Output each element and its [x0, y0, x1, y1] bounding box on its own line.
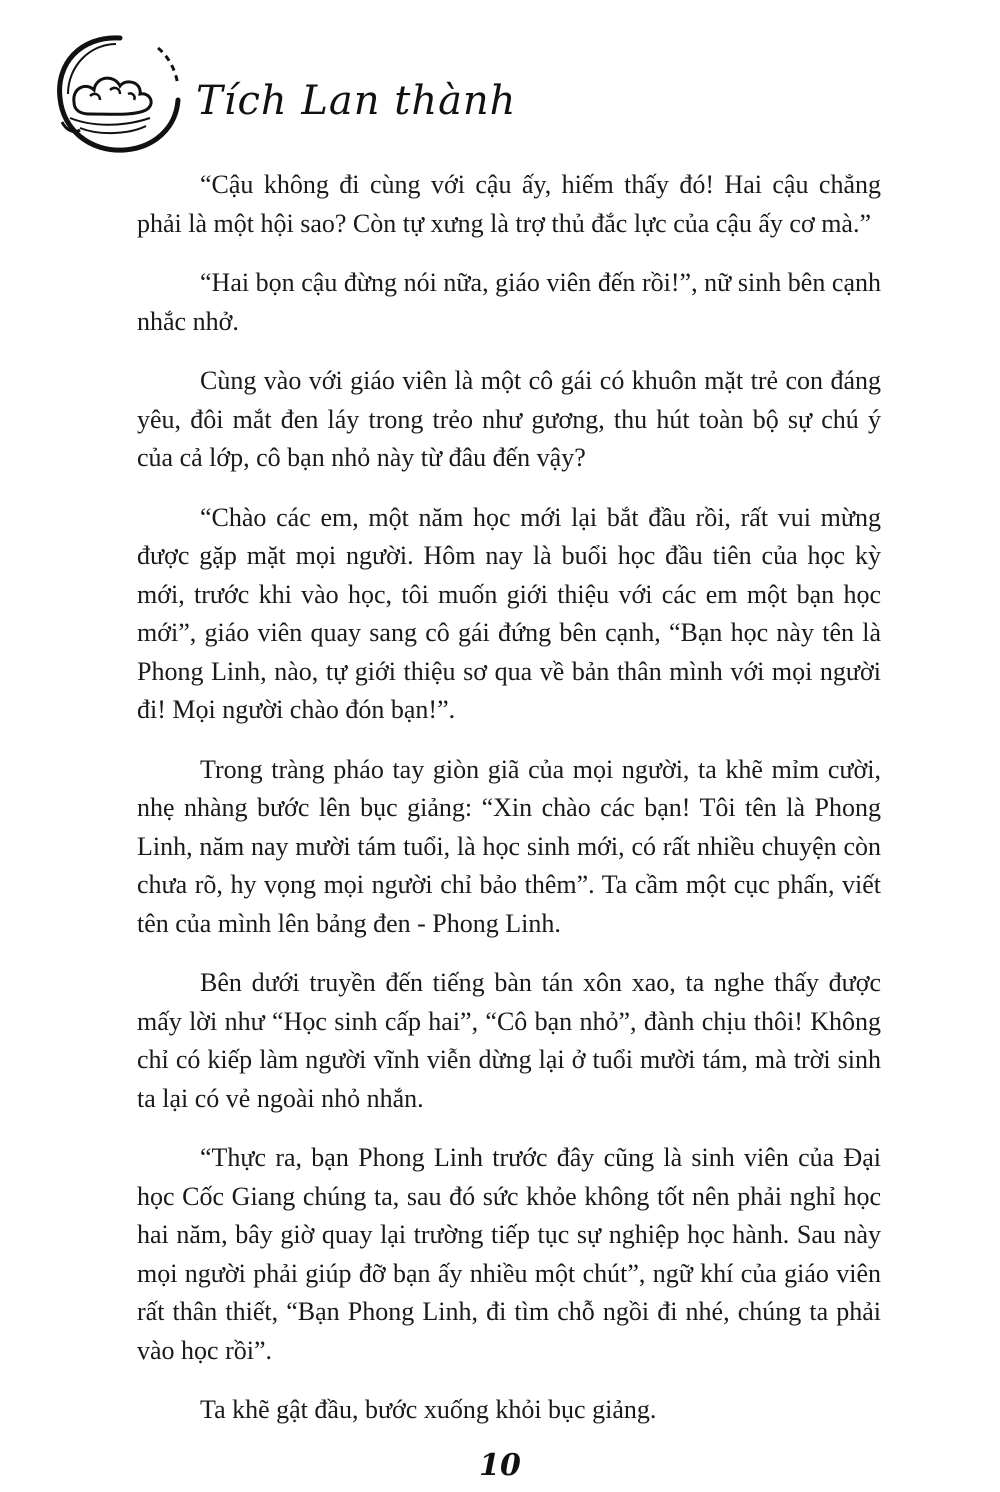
paragraph-6: Bên dưới truyền đến tiếng bàn tán xôn xao, ta nghe thấy được mấy lời như “Học sinh cấp hai”, “Cô bạn nhỏ”, đành chịu thôi! Không chỉ có kiếp làm người vĩnh viễn dừng lại ở tuổi mười tám, mà trời sinh ta lại có vẻ ngoài nhỏ nhắn.	[137, 968, 881, 1113]
paragraph-1: “Cậu không đi cùng với cậu ấy, hiếm thấy đó! Hai cậu chẳng phải là một hội sao? Còn tự xưng là trợ thủ đắc lực của cậu ấy cơ mà.”	[137, 170, 881, 238]
page-body	[137, 166, 881, 1451]
page-number: 10	[479, 1448, 521, 1483]
ink-cloud-circle-icon	[50, 30, 190, 160]
running-header-title: Tích Lan thành	[196, 78, 517, 124]
paragraph-7: “Thực ra, bạn Phong Linh trước đây cũng là sinh viên của Đại học Cốc Giang chúng ta, sau đó sức khỏe không tốt nên phải nghỉ học hai năm, bây giờ quay lại trường tiếp tục sự nghiệp học hành. Sau này mọi người phải giúp đỡ bạn ấy nhiều một chút”, ngữ khí của giáo viên rất thân thiết, “Bạn Phong Linh, đi tìm chỗ ngồi đi nhé, chúng ta phải vào học rồi”.	[137, 1143, 881, 1365]
paragraph-5: Trong tràng pháo tay giòn giã của mọi người, ta khẽ mỉm cười, nhẹ nhàng bước lên bục giảng: “Xin chào các bạn! Tôi tên là Phong Linh, năm nay mười tám tuổi, là học sinh mới, có rất nhiều chuyện còn chưa rõ, hy vọng mọi người chỉ bảo thêm”. Ta cầm một cục phấn, viết tên của mình lên bảng đen - Phong Linh.	[137, 754, 881, 938]
paragraph-3: Cùng vào với giáo viên là một cô gái có khuôn mặt trẻ con đáng yêu, đôi mắt đen láy trong trẻo như gương, thu hút toàn bộ sự chú ý của cả lớp, cô bạn nhỏ này từ đâu đến vậy?	[137, 366, 881, 472]
paragraph-4: “Chào các em, một năm học mới lại bắt đầu rồi, rất vui mừng được gặp mặt mọi người. Hôm nay là buổi học đầu tiên của học kỳ mới, trước khi vào học, tôi muốn giới thiệu với các em một bạn học mới”, giáo viên quay sang cô gái đứng bên cạnh, “Bạn học này tên là Phong Linh, nào, tự giới thiệu sơ qua về bản thân mình với mọi người đi! Mọi người chào đón bạn!”.	[137, 502, 881, 724]
paragraph-8: Ta khẽ gật đầu, bước xuống khỏi bục giảng.	[200, 1395, 657, 1424]
paragraph-2: “Hai bọn cậu đừng nói nữa, giáo viên đến rồi!”, nữ sinh bên cạnh nhắc nhở.	[137, 268, 881, 336]
